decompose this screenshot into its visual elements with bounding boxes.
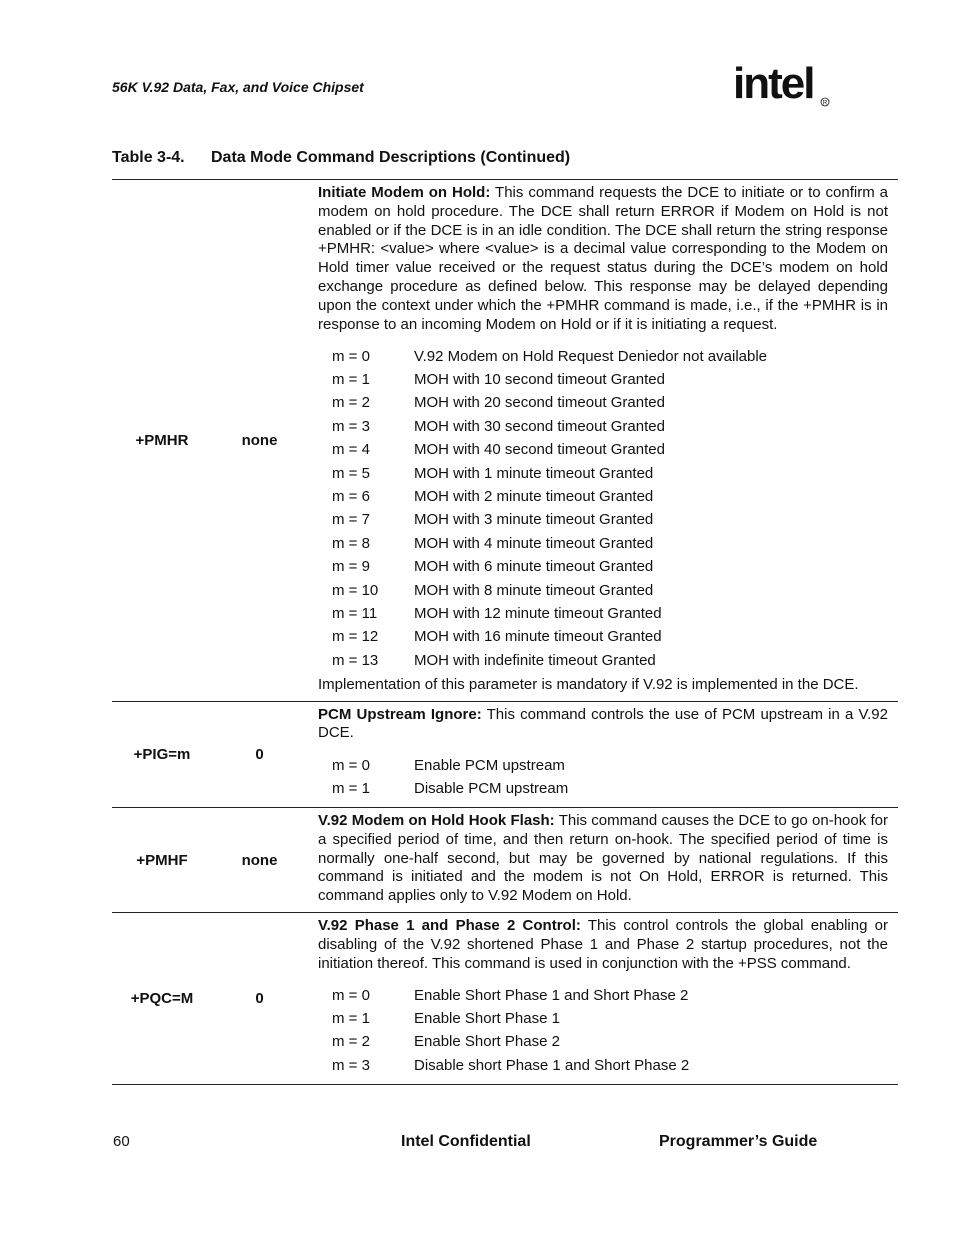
value-text: MOH with 8 minute timeout Granted [414, 581, 654, 599]
table-row [112, 701, 898, 807]
intel-logo [733, 58, 833, 118]
description-text: This command causes the DCE to go on-hook for a specified period of time, and then return on-hook. The specified period of time is normally one-half second, but may be governed by national regulations. If this command is initiated and the modem is not On Hold, ERROR is returned. This command applies only to V.92 Modem on Hold. [318, 812, 889, 905]
description-cell [307, 808, 888, 912]
value-row [318, 509, 888, 532]
value-key: m = 1 [332, 1010, 370, 1028]
confidentiality-label: Intel Confidential [401, 1133, 531, 1150]
value-text: MOH with 16 minute timeout Granted [414, 628, 662, 646]
command-cell: +PQC=M [130, 989, 194, 1007]
svg-text:intel: intel [733, 59, 814, 108]
value-row [318, 1055, 888, 1078]
value-text: Enable Short Phase 1 and Short Phase 2 [414, 986, 689, 1004]
value-text: Disable short Phase 1 and Short Phase 2 [414, 1056, 690, 1074]
value-key: m = 8 [332, 534, 370, 552]
value-row [318, 579, 888, 602]
value-text: MOH with 40 second timeout Granted [414, 441, 665, 459]
description-paragraph [318, 706, 888, 744]
value-row [318, 626, 888, 649]
description-cell [307, 180, 888, 701]
value-list [318, 754, 888, 801]
value-text: Enable PCM upstream [414, 756, 565, 774]
value-row [318, 649, 888, 672]
value-list [318, 984, 888, 1078]
default-cell: 0 [255, 989, 264, 1007]
description-text: This command requests the DCE to initiate or to confirm a modem on hold procedure. The DCE shall return ERROR if Modem on Hold is not enabled or if the DCE is in an idle condition. The DCE shall return the string response +PMHR: <value> where <value> is a decimal value corresponding to the Modem on Hold timer value received or the request status during the DCE’s modem on hold exchange procedure as defined below. This response may be delayed depending upon the context under which the +PMHR command is made, i.e., if the +PMHR is in response to an incoming Modem on Hold or if it is initiating a request. [318, 184, 888, 333]
value-list [318, 345, 888, 672]
table-row [112, 179, 898, 701]
value-text: MOH with 30 second timeout Granted [414, 417, 665, 435]
value-key: m = 1 [332, 779, 370, 797]
value-row [318, 778, 888, 801]
value-key: m = 3 [332, 1056, 370, 1074]
value-key: m = 0 [332, 347, 370, 365]
value-row [318, 486, 888, 509]
value-key: m = 7 [332, 511, 370, 529]
value-text: MOH with 3 minute timeout Granted [414, 511, 654, 529]
value-text: Disable PCM upstream [414, 779, 569, 797]
value-key: m = 4 [332, 441, 370, 459]
value-text: MOH with 20 second timeout Granted [414, 394, 665, 412]
value-key: m = 1 [332, 371, 370, 389]
command-cell: +PIG=m [133, 745, 191, 763]
value-text: Enable Short Phase 1 [414, 1010, 560, 1028]
description-paragraph [318, 184, 888, 334]
description-title: V.92 Phase 1 and Phase 2 Control: [318, 917, 581, 934]
value-row [318, 1008, 888, 1031]
value-key: m = 0 [332, 986, 370, 1004]
value-text: MOH with indefinite timeout Granted [414, 651, 656, 669]
value-row [318, 392, 888, 415]
value-key: m = 9 [332, 558, 370, 576]
value-text: MOH with 2 minute timeout Granted [414, 488, 654, 506]
value-text: Enable Short Phase 2 [414, 1033, 560, 1051]
value-row [318, 1031, 888, 1054]
default-cell: none [241, 431, 278, 449]
value-key: m = 0 [332, 756, 370, 774]
value-row [318, 345, 888, 368]
svg-text:R: R [822, 100, 828, 107]
implementation-note: Implementation of this parameter is mandatory if V.92 is implemented in the DCE. [318, 675, 859, 693]
table-caption [112, 149, 570, 167]
table-title: Data Mode Command Descriptions (Continued) [211, 149, 571, 166]
value-row [318, 556, 888, 579]
document-title: 56K V.92 Data, Fax, and Voice Chipset [112, 79, 364, 95]
value-text: MOH with 4 minute timeout Granted [414, 534, 654, 552]
description-text: This control controls the global enabling or disabling of the V.92 shortened Phase 1 and Phase 2 startup procedures, not the initiation thereof. This command is used in conjunction with the +PSS command. [318, 917, 888, 972]
value-text: V.92 Modem on Hold Request Deniedor not available [414, 347, 768, 365]
value-key: m = 11 [332, 604, 378, 622]
value-key: m = 12 [332, 628, 379, 646]
value-row [318, 439, 888, 462]
description-paragraph [318, 917, 888, 973]
value-text: MOH with 6 minute timeout Granted [414, 558, 654, 576]
value-text: MOH with 1 minute timeout Granted [414, 464, 654, 482]
value-text: MOH with 12 minute timeout Granted [414, 604, 662, 622]
description-title: Initiate Modem on Hold: [318, 184, 491, 201]
table-row [112, 912, 898, 1085]
value-key: m = 13 [332, 651, 379, 669]
table-row [112, 807, 898, 912]
value-text: MOH with 10 second timeout Granted [414, 371, 665, 389]
table-number: Table 3-4. [112, 149, 185, 166]
default-cell: none [241, 851, 278, 869]
value-row [318, 462, 888, 485]
description-title: V.92 Modem on Hold Hook Flash: [318, 812, 555, 830]
value-row [318, 369, 888, 392]
command-cell: +PMHF [136, 851, 188, 869]
page-number: 60 [113, 1133, 130, 1150]
description-title: PCM Upstream Ignore: [318, 705, 482, 723]
default-cell: 0 [255, 745, 264, 763]
description-text: This command controls the use of PCM upstream in a V.92 DCE. [318, 705, 888, 742]
value-key: m = 6 [332, 488, 370, 506]
command-cell: +PMHR [135, 431, 189, 449]
value-row [318, 533, 888, 556]
value-row [318, 416, 888, 439]
value-key: m = 2 [332, 1033, 370, 1051]
value-key: m = 10 [332, 581, 379, 599]
value-key: m = 3 [332, 417, 370, 435]
command-table [112, 179, 898, 1085]
description-cell [307, 913, 888, 1084]
guide-title: Programmer’s Guide [659, 1133, 818, 1150]
value-row [318, 754, 888, 777]
value-row [318, 603, 888, 626]
value-key: m = 2 [332, 394, 370, 412]
value-key: m = 5 [332, 464, 370, 482]
description-paragraph [318, 812, 888, 906]
description-cell [307, 702, 888, 807]
value-row [318, 984, 888, 1007]
